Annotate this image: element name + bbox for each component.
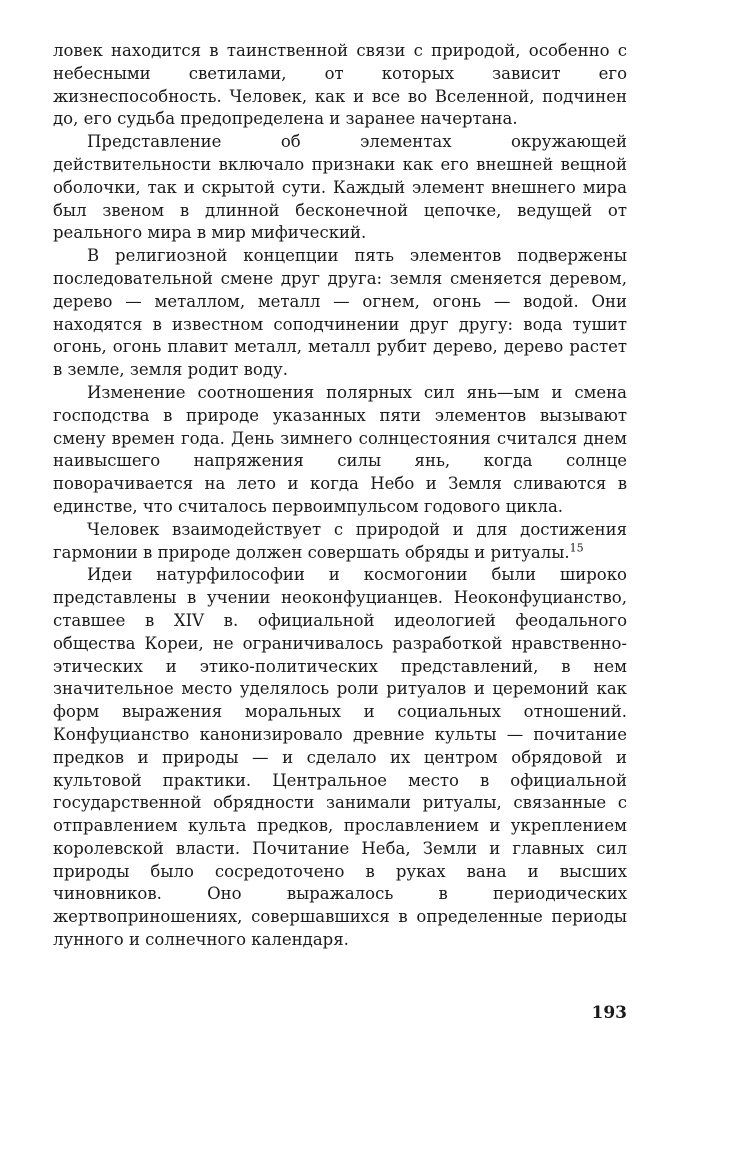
footnote-reference[interactable]: 15 [569, 541, 584, 555]
paragraph-1: ловек находится в таинственной связи с природой, особенно с небесными светилами, от которых зависит его жизнеспособность. Человек, как и все во Вселенной, подчинен до, его судьба предопределена и заранее начертана. [53, 41, 627, 129]
paragraph-3: В религиозной концепции пять элементов подвержены последовательной смене друг друга: земля сменяется деревом, дерево — металлом, металл — огнем, огонь — водой. Они находятся в известном соподчинении друг другу: вода тушит огонь, огонь плавит металл, металл рубит дерево, дерево растет в земле, земля родит воду. [53, 246, 627, 380]
paragraph-6: Идеи натурфилософии и космогонии были широко представлены в учении неоконфуцианцев. Неоконфуцианство, ставшее в XIV в. официальной идеологией феодального общества Кореи, не ограничивалось разработкой нравственно-этических и этико-политических представлений, в нем значительное место уделялось роли ритуалов и церемоний как форм выражения моральных и социальных отношений. Конфуцианство канонизировало древние культы — почитание предков и природы — и сделало их центром обрядовой и культовой практики. Центральное место в официальной государственной обрядности занимали ритуалы, связанные с отправлением культа предков, прославлением и укреплением королевской власти. Почитание Неба, Земли и главных сил природы было сосредоточено в руках вана и высших чиновников. Оно выражалось в периодических жертвоприношениях, совершавшихся в определенные периоды лунного и солнечного календаря. [53, 565, 627, 950]
paragraph-5 [53, 519, 627, 565]
paragraph-5-text: Человек взаимодействует с природой и для достижения гармонии в природе должен совершать обряды и ритуалы. [53, 519, 627, 562]
paragraph-2: Представление об элементах окружающей действительности включало признаки как его внешней вещной оболочки, так и скрытой сути. Каждый элемент внешнего мира был звеном в длинной бесконечной цепочке, ведущей от реального мира в мир мифический. [53, 132, 627, 243]
page-number: 193 [591, 1003, 627, 1023]
paragraph-4: Изменение соотношения полярных сил янь—ым и смена господства в природе указанных пяти элементов вызывают смену времен года. День зимнего солнцестояния считался днем наивысшего напряжения силы янь, когда солнце поворачивается на лето и когда Небо и Земля сливаются в единстве, что считалось первоимпульсом годового цикла. [53, 382, 627, 516]
page-body [53, 40, 627, 952]
